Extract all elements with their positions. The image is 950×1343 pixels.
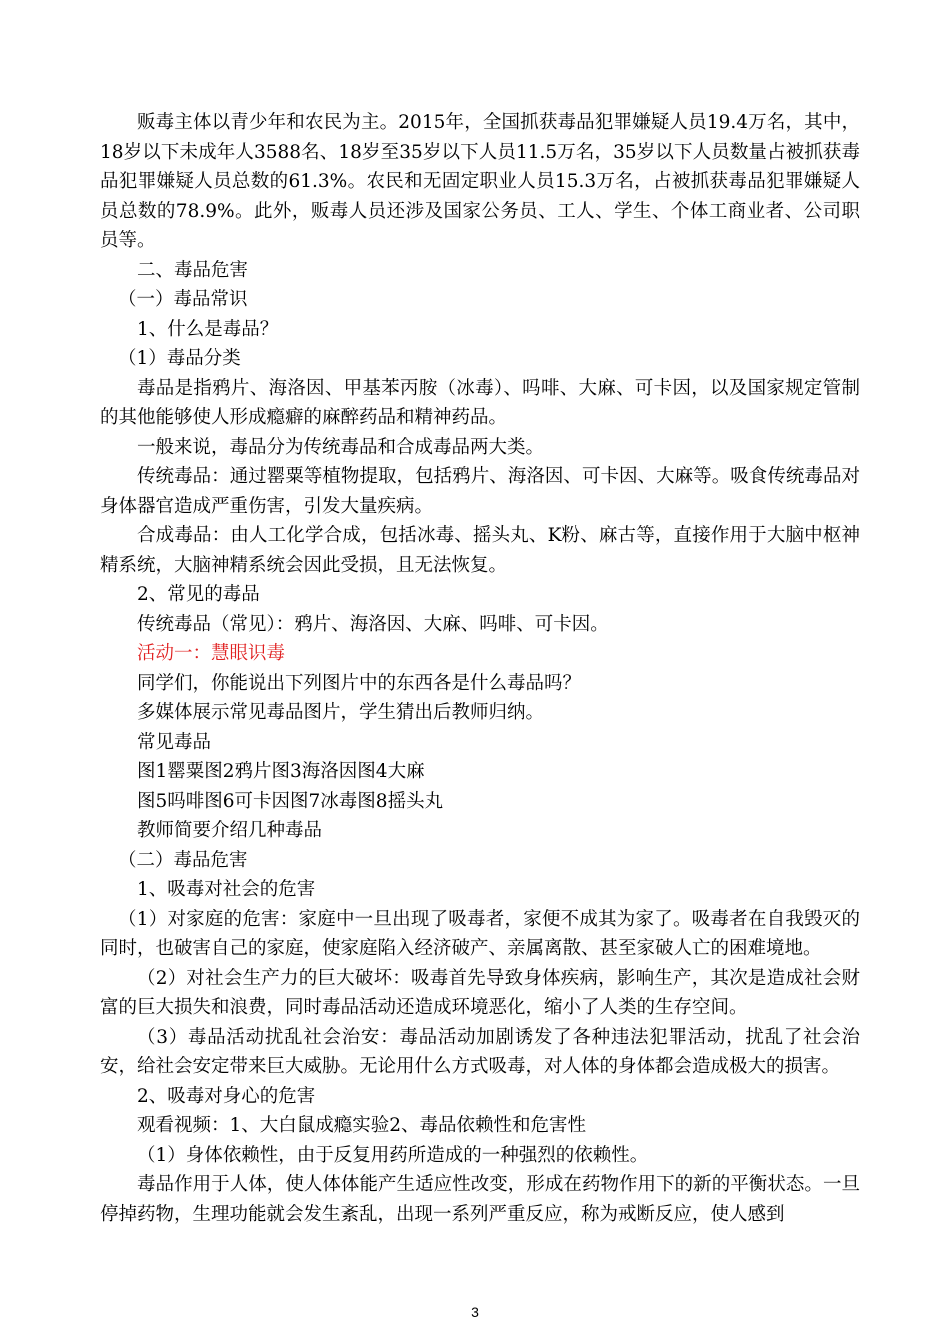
heading-drug-classification: （1）毒品分类	[118, 348, 241, 369]
paragraph-common-traditional: 传统毒品（常见）：鸦片、海洛因、大麻、吗啡、可卡因。	[137, 613, 609, 635]
paragraph-physical-dependence: （1）身体依赖性，由于反复用药所造成的一种强烈的依赖性。	[137, 1144, 649, 1166]
heading-common-drugs: 2、常见的毒品	[137, 584, 260, 605]
paragraph-family-harm: （1）对家庭的危害：家庭中一旦出现了吸毒者，家便不成其为家了。吸毒者在自我毁灭的同时，也破害自己的家庭，使家庭陷入经济破产、亲属离散、甚至家破人亡的困难境地。	[100, 908, 860, 959]
figure-list-1: 图1罂粟图2鸦片图3海洛因图4大麻	[137, 761, 425, 782]
paragraph-drug-definition: 毒品是指鸦片、海洛因、甲基苯丙胺（冰毒）、吗啡、大麻、可卡因，以及国家规定管制的其他能够使人形成瘾癖的麻醉药品和精神药品。	[100, 377, 860, 428]
heading-body-mind-harm: 2、吸毒对身心的危害	[137, 1085, 316, 1107]
activity-title: 活动一：慧眼识毒	[137, 643, 286, 664]
paragraph-teacher-intro: 教师简要介绍几种毒品	[137, 820, 323, 841]
paragraph-public-order: （3）毒品活动扰乱社会治安：毒品活动加剧诱发了各种违法犯罪活动，扰乱了社会治安，给社会安定带来巨大威胁。无论用什么方式吸毒，对人体的身体都会造成极大的损害。	[100, 1026, 860, 1077]
page-number: 3	[471, 1304, 479, 1320]
paragraph-multimedia: 多媒体展示常见毒品图片，学生猜出后教师归纳。	[137, 702, 545, 723]
paragraph-question: 同学们，你能说出下列图片中的东西各是什么毒品吗？	[137, 672, 582, 694]
paragraph-productivity-harm: （2）对社会生产力的巨大破坏：吸毒首先导致身体疾病，影响生产，其次是造成社会财富的巨大损失和浪费，同时毒品活动还造成环境恶化，缩小了人类的生存空间。	[100, 967, 860, 1018]
body-text	[100, 108, 860, 1229]
paragraph-traditional-drugs: 传统毒品：通过罂粟等植物提取，包括鸦片、海洛因、可卡因、大麻等。吸食传统毒品对身体器官造成严重伤害，引发大量疾病。	[100, 466, 860, 517]
paragraph-withdrawal: 毒品作用于人体，使人体体能产生适应性改变，形成在药物作用下的新的平衡状态。一旦停掉药物，生理功能就会发生紊乱，出现一系列严重反应，称为戒断反应，使人感到	[100, 1174, 860, 1225]
figure-list-2: 图5吗啡图6可卡因图7冰毒图8摇头丸	[137, 790, 444, 812]
paragraph-trafficker-profile: 贩毒主体以青少年和农民为主。2015年，全国抓获毒品犯罪嫌疑人员19.4万名，其中，18岁以下未成年人3588名、18岁至35岁以下人员11.5万名，35岁以下人员数量占被抓获毒品犯罪嫌疑人员总数的61.3%。农民和无固定职业人员15.3万名，占被抓获毒品犯罪嫌疑人员总数的78.9%。此外，贩毒人员还涉及国家公务员、工人、学生、个体工商业者、公司职员等。	[100, 112, 860, 251]
heading-drug-knowledge: （一）毒品常识	[118, 289, 248, 310]
heading-what-is-drug: 1、什么是毒品？	[137, 318, 279, 340]
paragraph-common-drugs-label: 常见毒品	[137, 731, 212, 753]
paragraph-watch-video: 观看视频：1、大白鼠成瘾实验2、毒品依赖性和危害性	[137, 1115, 587, 1136]
heading-drug-hazards: （二）毒品危害	[118, 849, 248, 871]
paragraph-two-categories: 一般来说，毒品分为传统毒品和合成毒品两大类。	[137, 436, 545, 458]
heading-social-harm: 1、吸毒对社会的危害	[137, 879, 316, 900]
paragraph-synthetic-drugs: 合成毒品：由人工化学合成，包括冰毒、摇头丸、K粉、麻古等，直接作用于大脑中枢神精系统，大脑神精系统会因此受损，且无法恢复。	[100, 525, 860, 576]
heading-drug-harm: 二、毒品危害	[137, 259, 249, 281]
